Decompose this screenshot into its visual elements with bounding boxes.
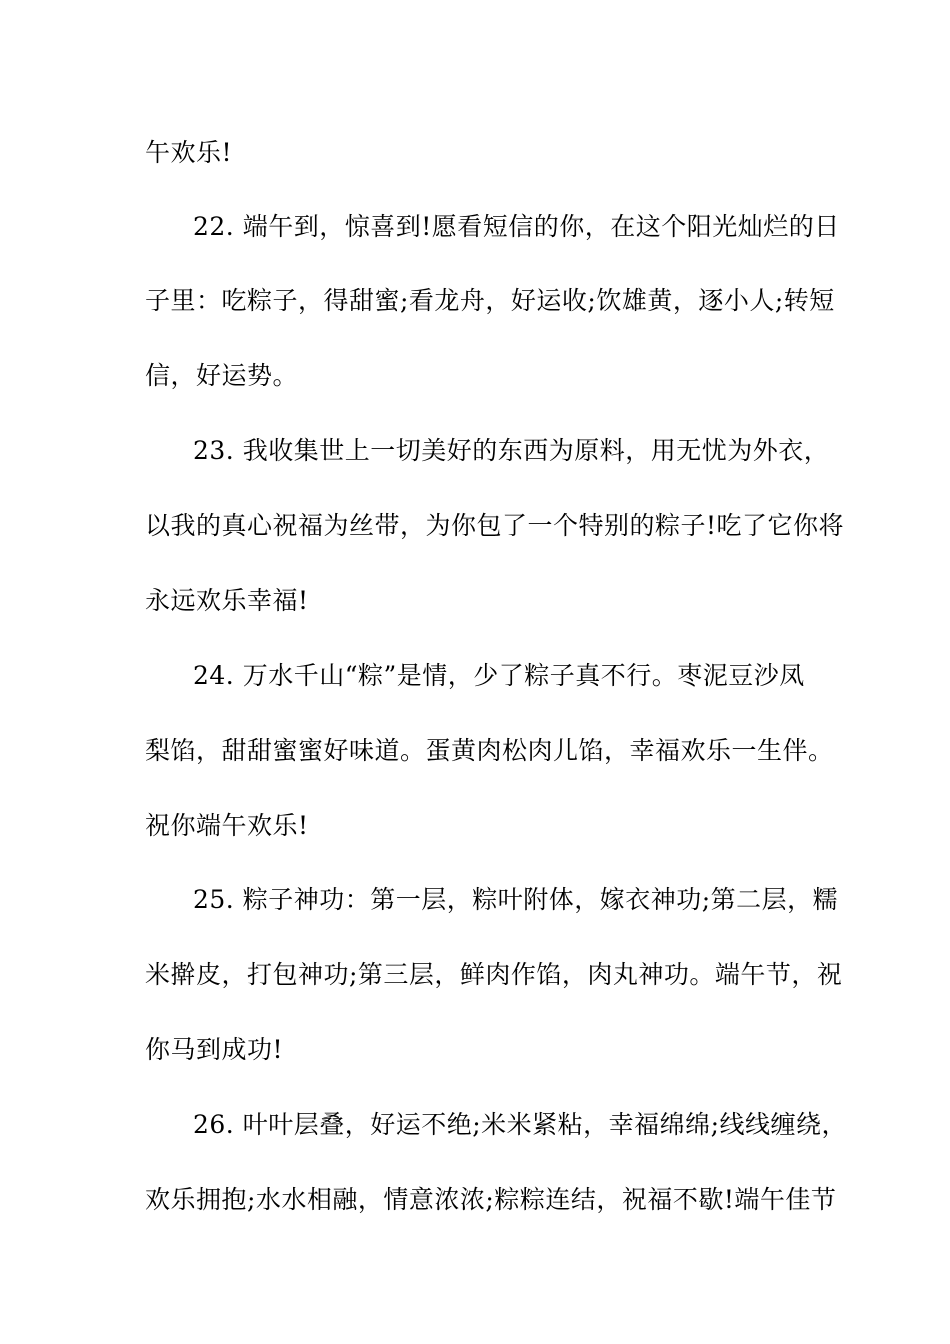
- text-line: 梨馅，甜甜蜜蜜好味道。蛋黄肉松肉儿馅，幸福欢乐一生伴。: [145, 736, 834, 765]
- text-line: 信，好运势。: [145, 361, 299, 390]
- text-line: 米擀皮，打包神功;第三层，鲜肉作馅，肉丸神功。端午节，祝: [145, 960, 843, 989]
- text-line: 子里：吃粽子，得甜蜜;看龙舟，好运收;饮雄黄，逐小人;转短: [145, 286, 835, 315]
- text-line: 永远欢乐幸福!: [145, 586, 309, 615]
- text-line-item-25: 25. 粽子神功：第一层，粽叶附体，嫁衣神功;第二层，糯: [193, 885, 839, 914]
- text-line: 午欢乐!: [145, 138, 233, 167]
- text-line-item-24: 24. 万水千山“粽”是情，少了粽子真不行。枣泥豆沙凤: [193, 661, 805, 690]
- text-line: 以我的真心祝福为丝带，为你包了一个特别的粽子!吃了它你将: [145, 511, 845, 540]
- text-line-item-23: 23. 我收集世上一切美好的东西为原料，用无忧为外衣，: [193, 436, 830, 465]
- text-line: 欢乐拥抱;水水相融，情意浓浓;粽粽连结，祝福不歇!端午佳节: [145, 1185, 837, 1214]
- text-line-item-26: 26. 叶叶层叠，好运不绝;米米紧粘，幸福绵绵;线线缠绕，: [193, 1110, 848, 1139]
- text-line: 祝你端午欢乐!: [145, 811, 309, 840]
- text-line: 你马到成功!: [145, 1035, 284, 1064]
- text-line-item-22: 22. 端午到，惊喜到!愿看短信的你，在这个阳光灿烂的日: [193, 212, 840, 241]
